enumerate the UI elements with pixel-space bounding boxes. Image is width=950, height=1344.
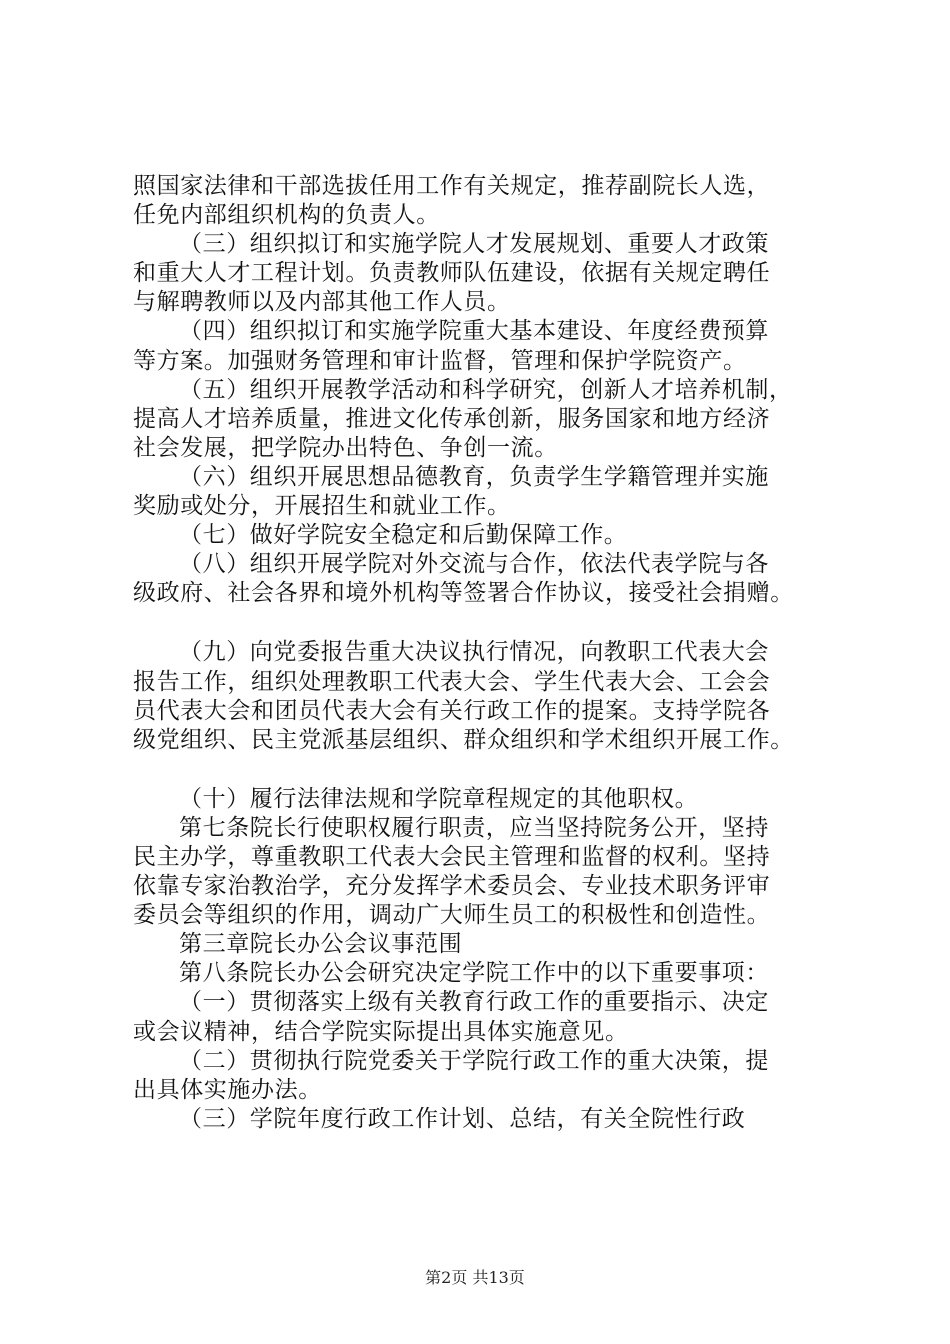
text-line: 奖励或处分，开展招生和就业工作。 — [133, 493, 511, 520]
text-line: 社会发展，把学院办出特色、争创一流。 — [133, 434, 558, 461]
text-line: （七）做好学院安全稳定和后勤保障工作。 — [179, 522, 628, 549]
text-line: 照国家法律和干部选拔任用工作有关规定，推荐副院长人选， — [133, 173, 771, 199]
text-line: 提高人才培养质量，推进文化传承创新，服务国家和地方经济 — [133, 405, 771, 432]
text-line: （二）贯彻执行院党委关于学院行政工作的重大决策，提 — [179, 1047, 769, 1074]
paragraph-gap — [133, 608, 853, 638]
text-line: 依靠专家治教治学，充分发挥学术委员会、专业技术职务评审 — [133, 873, 771, 900]
text-line: （一）贯彻落实上级有关教育行政工作的重要指示、决定 — [179, 989, 769, 1016]
text-line: 或会议精神，结合学院实际提出具体实施意见。 — [133, 1018, 629, 1045]
text-line: （八）组织开展学院对外交流与合作，依法代表学院与各 — [179, 551, 769, 578]
text-line: 和重大人才工程计划。负责教师队伍建设，依据有关规定聘任 — [133, 260, 771, 287]
text-line: （六）组织开展思想品德教育，负责学生学籍管理并实施 — [179, 463, 769, 490]
page-number: 第2页 共13页 — [425, 1268, 525, 1287]
chapter-heading: 第三章院长办公会议事范围 — [179, 931, 463, 958]
text-line: 第七条院长行使职权履行职责，应当坚持院务公开，坚持 — [179, 814, 769, 841]
text-line: 与解聘教师以及内部其他工作人员。 — [133, 289, 511, 316]
text-line: （四）组织拟订和实施学院重大基本建设、年度经费预算 — [179, 318, 769, 345]
text-line: 级政府、社会各界和境外机构等签署合作协议，接受社会捐赠。 — [133, 580, 794, 607]
text-line: 委员会等组织的作用，调动广大师生员工的积极性和创造性。 — [133, 902, 771, 929]
text-line: 员代表大会和团员代表大会有关行政工作的提案。支持学院各 — [133, 697, 771, 724]
text-line: 民主办学，尊重教职工代表大会民主管理和监督的权利。坚持 — [133, 843, 771, 870]
text-line: 报告工作，组织处理教职工代表大会、学生代表大会、工会会 — [133, 668, 771, 695]
text-line: （三）学院年度行政工作计划、总结，有关全院性行政 — [179, 1105, 746, 1132]
text-line: 第八条院长办公会研究决定学院工作中的以下重要事项： — [179, 960, 769, 987]
text-line: 等方案。加强财务管理和审计监督，管理和保护学院资产。 — [133, 347, 747, 374]
text-line: （九）向党委报告重大决议执行情况，向教职工代表大会 — [179, 639, 769, 666]
text-line: （十）履行法律法规和学院章程规定的其他职权。 — [179, 785, 699, 812]
text-line: 级党组织、民主党派基层组织、群众组织和学术组织开展工作。 — [133, 726, 794, 753]
text-line: （五）组织开展教学活动和科学研究，创新人才培养机制， — [179, 376, 793, 403]
text-line: 任免内部组织机构的负责人。 — [133, 202, 440, 229]
paragraph-gap — [133, 755, 853, 785]
text-line: （三）组织拟订和实施学院人才发展规划、重要人才政策 — [179, 231, 769, 258]
body-text — [133, 172, 853, 1134]
text-line: 出具体实施办法。 — [133, 1076, 322, 1103]
